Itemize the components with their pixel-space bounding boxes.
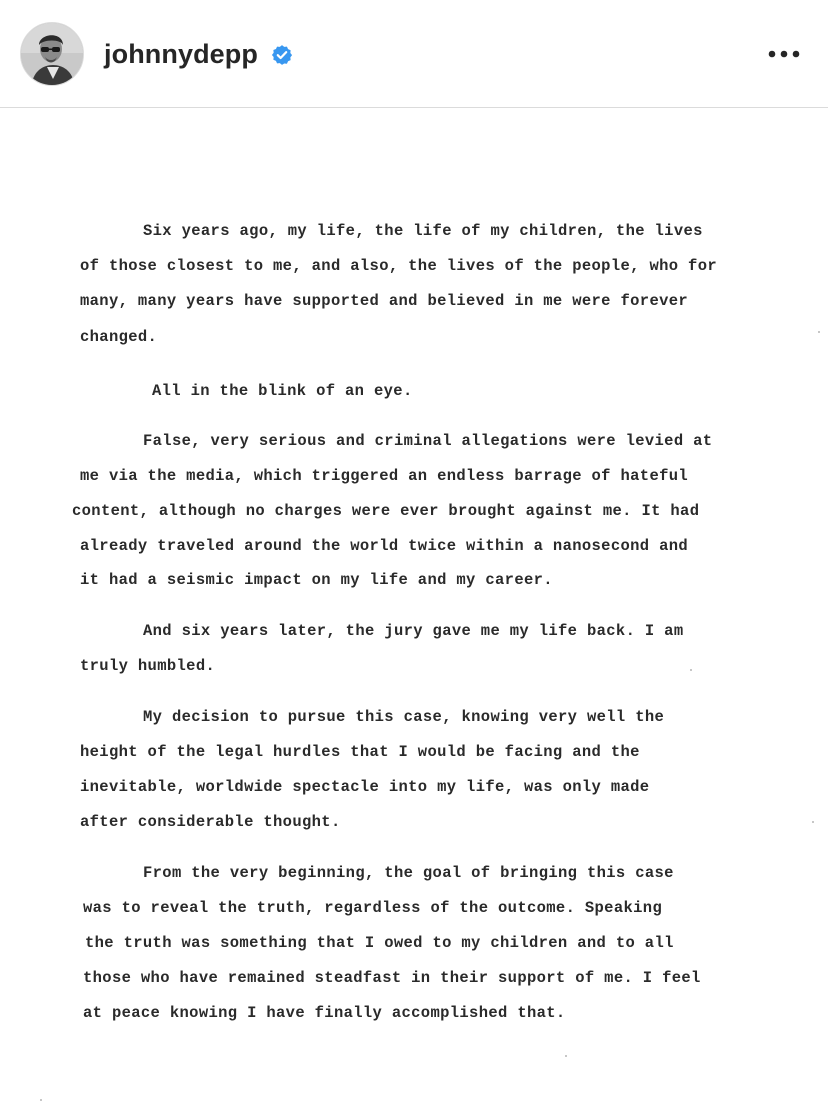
letter-line: All in the blink of an eye. <box>152 382 413 400</box>
letter-line: truly humbled. <box>80 657 216 675</box>
letter-line: already traveled around the world twice within a nanosecond and <box>80 537 689 555</box>
paper-speck <box>690 669 692 671</box>
letter-line: From the very beginning, the goal of bringing this case <box>143 864 674 882</box>
paper-speck <box>812 821 814 823</box>
letter-line: many, many years have supported and believed in me were forever <box>80 292 689 310</box>
letter-line: height of the legal hurdles that I would be facing and the <box>80 743 640 761</box>
letter-line: it had a seismic impact on my life and my career. <box>80 571 553 589</box>
letter-line: the truth was something that I owed to my children and to all <box>85 934 674 952</box>
more-options-icon[interactable] <box>764 38 804 70</box>
letter-line: Six years ago, my life, the life of my children, the lives <box>143 222 703 240</box>
letter-line: inevitable, worldwide spectacle into my life, was only made <box>80 778 650 796</box>
letter-line: after considerable thought. <box>80 813 341 831</box>
paper-speck <box>818 331 820 333</box>
letter-line: changed. <box>80 328 158 346</box>
letter-line: me via the media, which triggered an endless barrage of hateful <box>80 467 689 485</box>
letter-line: those who have remained steadfast in their support of me. I feel <box>83 969 701 987</box>
letter-line: content, although no charges were ever brought against me. It had <box>72 502 700 520</box>
paper-speck <box>565 1055 567 1057</box>
letter-line: My decision to pursue this case, knowing very well the <box>143 708 665 726</box>
letter-line: was to reveal the truth, regardless of the outcome. Speaking <box>83 899 663 917</box>
letter-line: at peace knowing I have finally accomplished that. <box>83 1004 566 1022</box>
avatar[interactable] <box>20 22 84 86</box>
letter-image <box>0 109 828 1110</box>
post-header <box>0 0 828 108</box>
letter-line: of those closest to me, and also, the lives of the people, who for <box>80 257 717 275</box>
letter-line: And six years later, the jury gave me my life back. I am <box>143 622 684 640</box>
letter-line: False, very serious and criminal allegations were levied at <box>143 432 713 450</box>
profile-photo-avatar <box>21 23 84 86</box>
verified-badge-icon <box>271 44 293 66</box>
username[interactable]: johnnydepp <box>104 39 258 69</box>
paper-speck <box>40 1099 42 1101</box>
